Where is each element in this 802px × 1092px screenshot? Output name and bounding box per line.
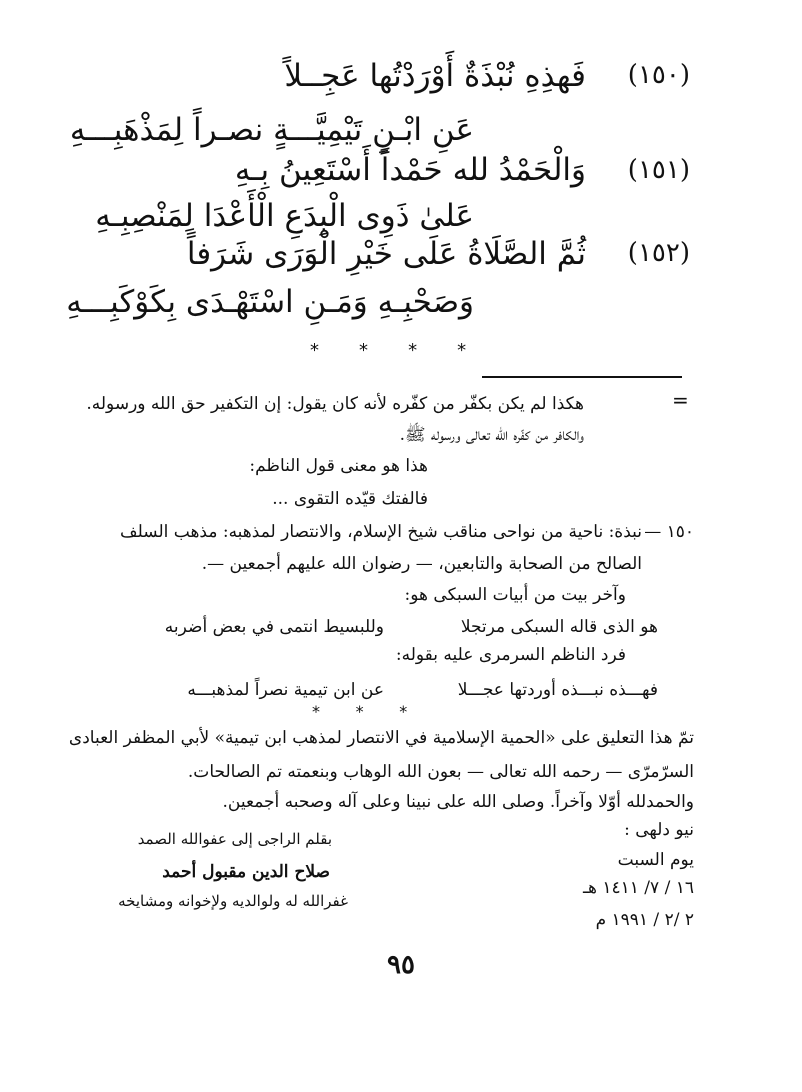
- verse-152-second-hemistich: وَصَحْبِـهِ وَمَـنِ اسْتَهْـدَى بِكَوْكَبِـــهِ: [66, 284, 474, 320]
- verse-number-152: (١٥٢): [627, 238, 690, 268]
- gregorian-date: ٢ /٢ / ١٩٩١ م: [595, 910, 694, 930]
- section-separator-stars: * * * *: [310, 340, 467, 361]
- signature-intro: بقلم الراجى إلى عفوالله الصمد: [137, 830, 332, 848]
- verse-number-150: (١٥٠): [627, 60, 690, 90]
- footnote-number-150: ١٥٠ —: [644, 522, 694, 542]
- colophon-line: والحمدلله أوّلا وآخراً. وصلى الله على نبينا وعلى آله وصحبه أجمعين.: [222, 792, 694, 812]
- footnote-line: والكافر من كفّره الله تعالى ورسوله ﷺ.: [399, 425, 584, 445]
- colophon-line: تمّ هذا التعليق على «الحمية الإسلامية في الانتصار لمذهب ابن تيمية» لأبي المظفر العبادى: [68, 728, 694, 748]
- signature-name: صلاح الدين مقبول أحمد: [162, 862, 330, 882]
- page-number: ٩٥: [387, 950, 415, 980]
- quoted-verse-a-second: وللبسيط انتمى في بعض أضربه: [164, 617, 384, 637]
- continuation-mark: =: [672, 388, 689, 412]
- day-label: يوم السبت: [617, 850, 694, 870]
- verse-152-first-hemistich: ثُمَّ الصَّلَاةُ عَلَى خَيْرِ الْوَرَى شَرَفاً: [186, 236, 586, 272]
- footnote-separator-stars: * * *: [312, 702, 408, 721]
- colophon-line: السرّمرّى — رحمه الله تعالى — بعون الله الوهاب وبنعمته تم الصالحات.: [187, 762, 694, 782]
- footnote-150-line: الصالح من الصحابة والتابعين، — رضوان الله عليهم أجمعين —.: [201, 554, 642, 574]
- footnote-line: هذا هو معنى قول الناظم:: [249, 456, 428, 476]
- place-label: نيو دلهى :: [624, 820, 694, 840]
- footnote-line: هكذا لم يكن بكفّر من كفّره لأنه كان يقول: إن التكفير حق الله ورسوله.: [86, 394, 584, 414]
- verse-150-second-hemistich: عَنِ ابْـنِ تَيْمِيَّـــةٍ نصـراً لِمَذْهَبِـــهِ: [69, 112, 474, 148]
- footnote-150-line: نبذة: ناحية من نواحى مناقب شيخ الإسلام، والانتصار لمذهبه: مذهب السلف: [120, 522, 642, 542]
- footnote-divider: [482, 376, 682, 378]
- hijri-date: ١٦ / ٧/ ١٤١١ هـ: [583, 878, 694, 898]
- quoted-verse-b-first: فهـــذه نبـــذه أوردتها عجـــلا: [457, 680, 658, 700]
- verse-151-first-hemistich: وَالْحَمْدُ لله حَمْداً أَسْتَعِينُ بِـهِ: [234, 152, 586, 188]
- signature-prayer: غفرالله له ولوالديه ولإخوانه ومشايخه: [118, 892, 348, 910]
- verse-151-second-hemistich: عَلىٰ ذَوِى الْبِدَعِ الْأَعْدَا لِمَنْصِبِـهِ: [95, 198, 474, 234]
- footnote-line: فالفتك قيّده التقوى ...: [272, 489, 428, 509]
- quoted-verse-intro: فرد الناظم السرمرى عليه بقوله:: [395, 645, 626, 665]
- verse-150-first-hemistich: فَهذِهِ نُبْذَةٌ أَوْرَدْتُها عَجِــلاً: [284, 58, 586, 94]
- quoted-verse-b-second: عن ابن تيمية نصراً لمذهبـــه: [187, 680, 384, 700]
- verse-number-151: (١٥١): [627, 155, 690, 185]
- quoted-verse-a-first: هو الذى قاله السبكى مرتجلا: [460, 617, 658, 637]
- footnote-150-line: وآخر بيت من أبيات السبكى هو:: [404, 585, 626, 605]
